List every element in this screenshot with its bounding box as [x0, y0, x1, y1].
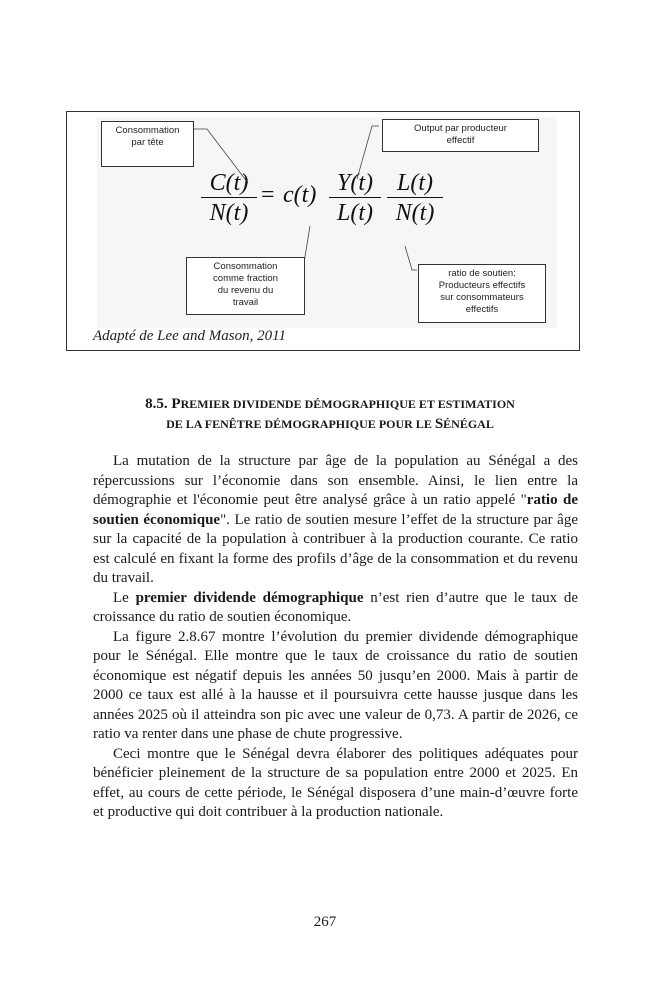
label-line: Consommation	[115, 125, 180, 136]
figure-caption: Adapté de Lee and Mason, 2011	[93, 328, 287, 344]
label-line: effectifs	[465, 304, 499, 315]
heading-line-2	[80, 414, 580, 434]
text: Le	[113, 589, 136, 606]
text: n’est rien d’autre que le taux de croissance du ratio de soutien économique.	[93, 589, 578, 625]
section-heading	[80, 394, 580, 434]
label-line: sur consommateurs	[440, 292, 524, 303]
heading-text: P	[171, 396, 181, 412]
paragraph-2	[93, 589, 578, 628]
paragraph-1	[93, 452, 578, 589]
label-line: Producteurs effectifs	[438, 280, 526, 291]
numerator: Y(t)	[329, 169, 381, 198]
label-output-par-producteur	[382, 119, 539, 152]
heading-text: REMIER DIVIDENDE DÉMOGRAPHIQUE ET ESTIMATION	[180, 397, 515, 411]
denominator: N(t)	[209, 200, 249, 226]
heading-text: S	[434, 416, 444, 432]
label-line: du revenu du	[217, 285, 274, 296]
fraction-ratio	[387, 169, 443, 228]
heading-line-1	[80, 394, 580, 414]
paragraph-4: Ceci montre que le Sénégal devra élaborer des politiques adéquates pour bénéficier pleinement de la structure de sa population entre 2000 et 2025. En effet, au cours de cette période, le Sénégal disposera d’une main-d’œuvre forte et productive qui doit contribuer à la production nationale.	[93, 745, 578, 820]
numerator: C(t)	[201, 169, 257, 198]
label-line: effectif	[446, 135, 475, 146]
label-line: par tête	[131, 137, 164, 148]
label-line: Output par producteur	[414, 123, 507, 134]
figure-box	[66, 111, 580, 351]
numerator: L(t)	[387, 169, 443, 198]
label-ratio-soutien	[418, 264, 546, 323]
fraction-output	[329, 169, 381, 228]
equals-sign: =	[261, 182, 275, 208]
page-number: 267	[313, 914, 337, 930]
heading-text: ÉNÉGAL	[443, 417, 494, 431]
figure-diagram	[97, 117, 557, 328]
denominator: L(t)	[337, 200, 373, 226]
equation	[201, 169, 461, 239]
fraction-lhs	[201, 169, 257, 228]
label-line: ratio de soutien:	[448, 268, 516, 279]
bold-term: ratio de soutien économique	[93, 492, 578, 528]
text: ". Le ratio de soutien mesure l’effet de la structure par âge sur la capacité de la population à contribuer à la production courante. Ce ratio est calculé en fixant la forme des profils d’âge de la consommation et du revenu du travail.	[93, 511, 579, 586]
term-c: c(t)	[283, 182, 317, 208]
paragraph-3: La figure 2.8.67 montre l’évolution du premier dividende démographique pour le Sénégal. Elle montre que le taux de croissance du ratio de soutien économique est négatif depuis les années 50 jusqu’en 2000. Mais à partir de 2000 ce taux est allé à la hausse et il poursuivra cette hausse jusque dans les années 2025 où il atteindra son pic avec une valeur de 0,73. A partir de 2026, ce ratio va renter dans une phase de chute progressive.	[93, 628, 578, 742]
section-number: 8.5.	[145, 396, 168, 412]
bold-term: premier dividende démographique	[135, 589, 364, 606]
denominator: N(t)	[395, 200, 435, 226]
text: La mutation de la structure par âge de la population au Sénégal a des répercussions sur l’économie dans son ensemble. Ainsi, le lien entre la démographie et l'économie peut être analysé grâce à un ratio appelé "	[93, 453, 578, 508]
label-consommation-par-tete	[101, 121, 194, 167]
label-line: travail	[232, 297, 259, 308]
body-text	[93, 452, 578, 823]
label-line: Consommation	[213, 261, 278, 272]
heading-text: DE LA FENÊTRE DÉMOGRAPHIQUE POUR LE	[166, 417, 435, 431]
label-line: comme fraction	[213, 273, 278, 284]
label-consommation-fraction	[186, 257, 305, 315]
